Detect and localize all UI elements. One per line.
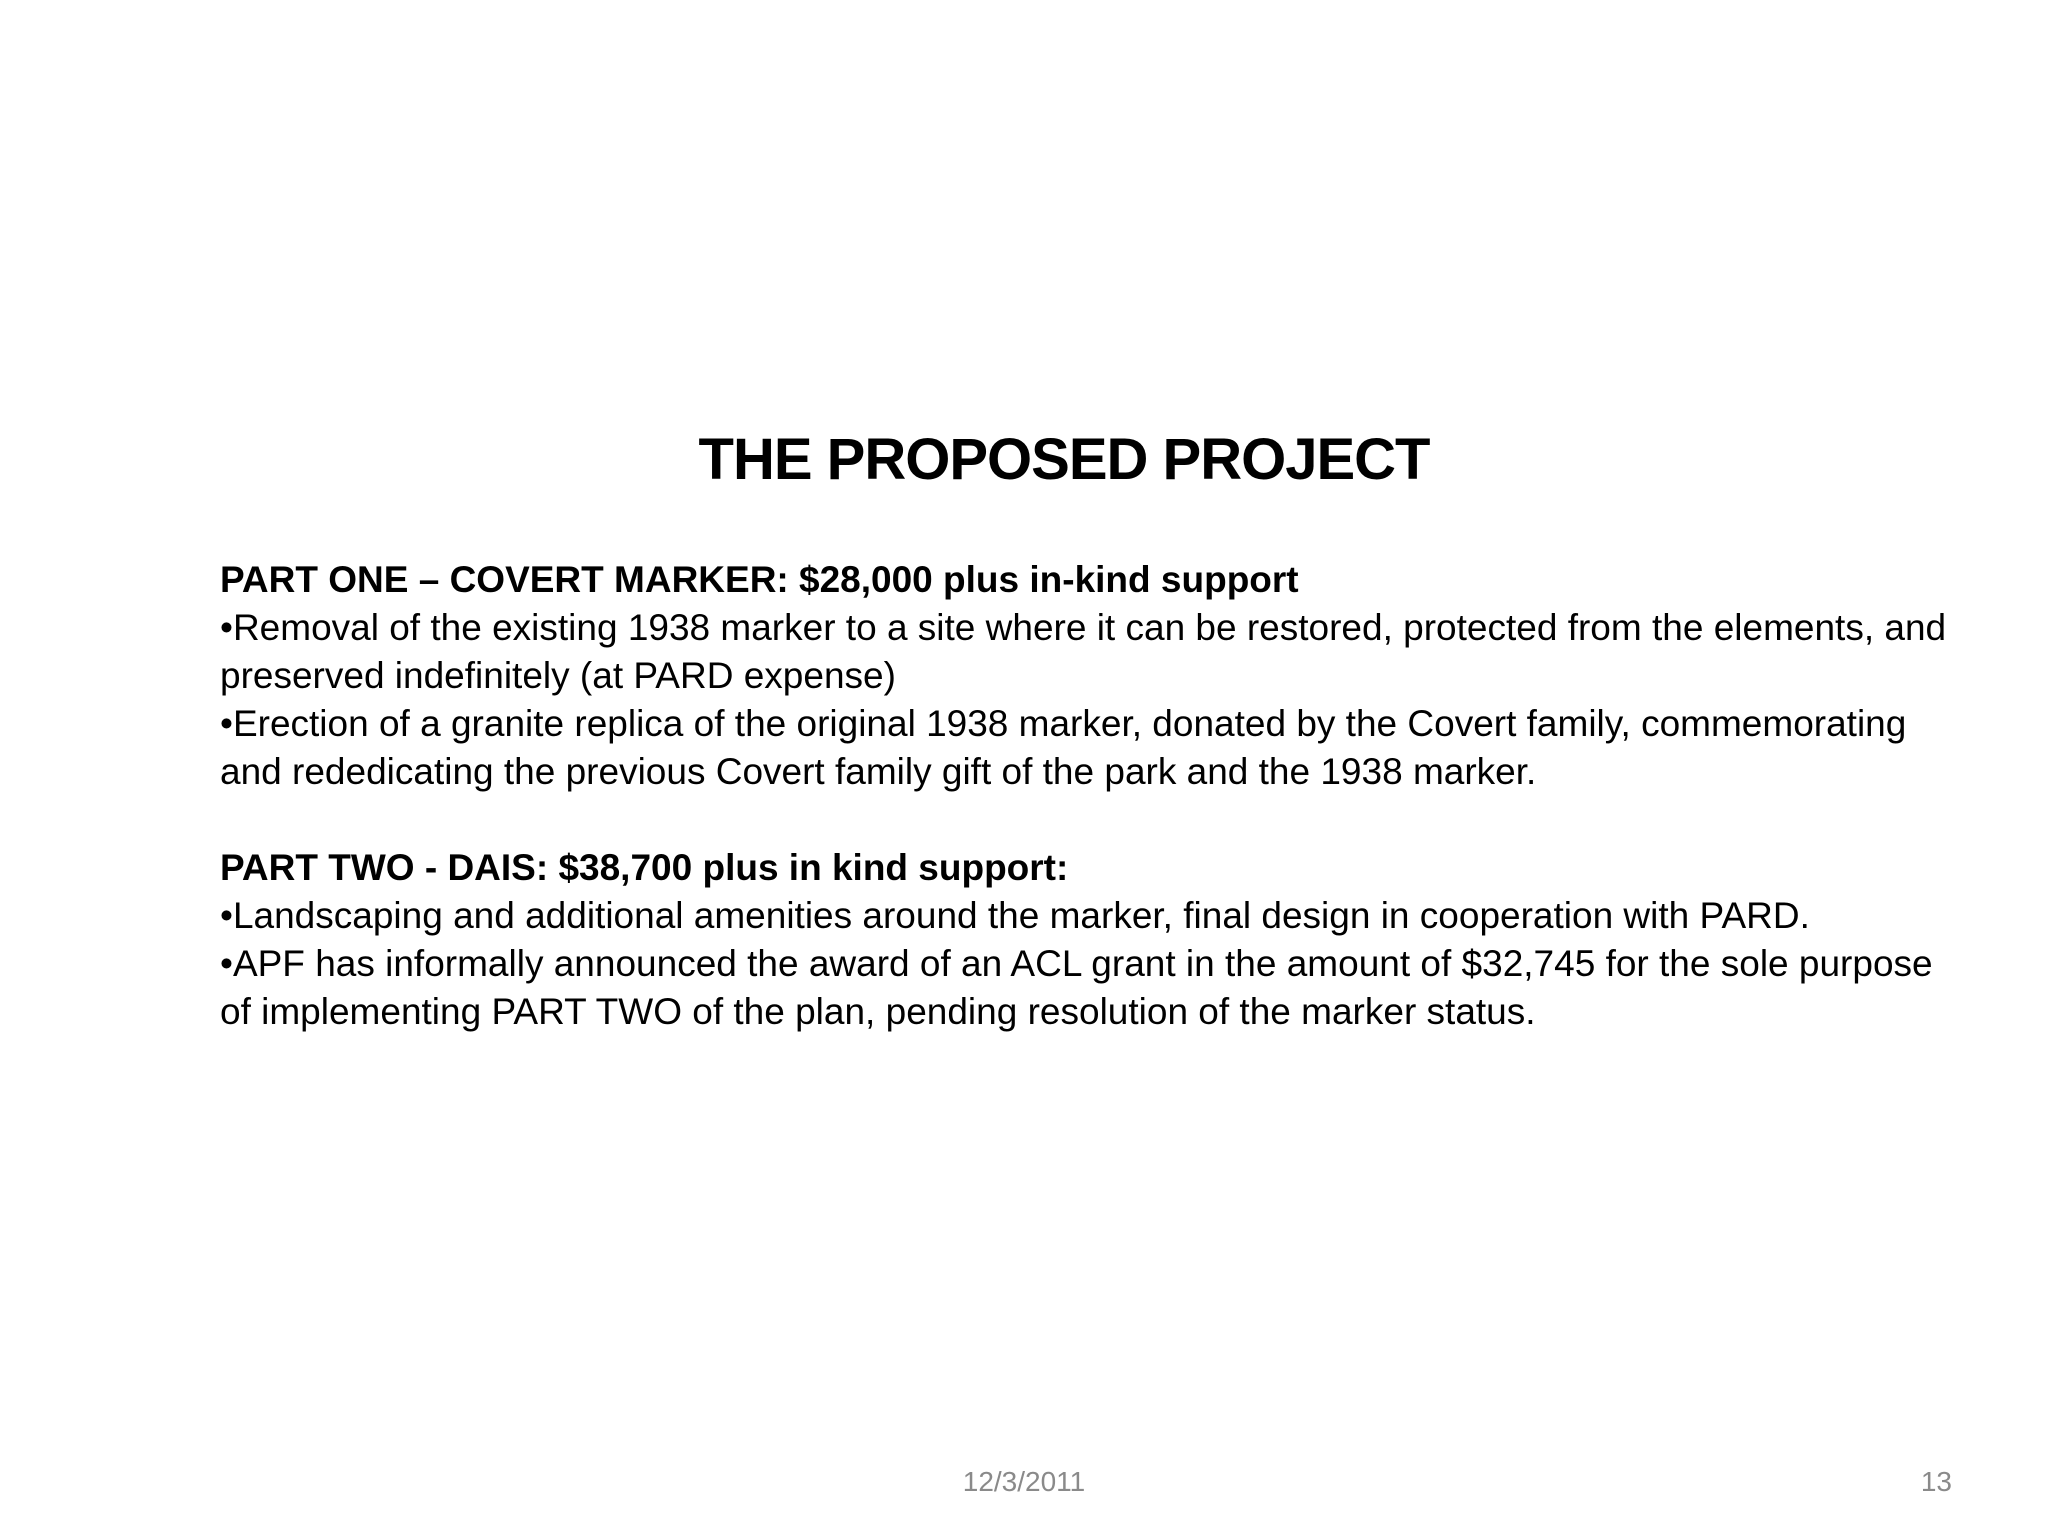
section-spacer — [220, 796, 1960, 844]
part-two-bullet-grant: •APF has informally announced the award of an ACL grant in the amount of $32,745 for the sole purpose of implementing PART TWO of the plan, pending resolution of the marker status. — [220, 943, 1933, 1032]
part-one-bullet-removal: •Removal of the existing 1938 marker to a site where it can be restored, protected from the elements, and preserved indefinitely (at PARD expense) — [220, 607, 1947, 696]
footer-date: 12/3/2011 — [962, 1466, 1086, 1497]
slide-title: THE PROPOSED PROJECT — [698, 427, 1430, 492]
part-one-heading: PART ONE – COVERT MARKER: $28,000 plus in-kind support — [220, 559, 1299, 600]
part-two-bullet-landscaping: •Landscaping and additional amenities around the marker, final design in cooperation with PARD. — [220, 895, 1810, 936]
part-two-heading: PART TWO - DAIS: $38,700 plus in kind support: — [220, 847, 1069, 888]
part-one-bullet-erection: •Erection of a granite replica of the original 1938 marker, donated by the Covert family, commemorating and rededicating the previous Covert family gift of the park and the 1938 marker. — [220, 703, 1907, 792]
slide-body — [220, 556, 1960, 1036]
slide-number: 13 — [1920, 1466, 1952, 1497]
